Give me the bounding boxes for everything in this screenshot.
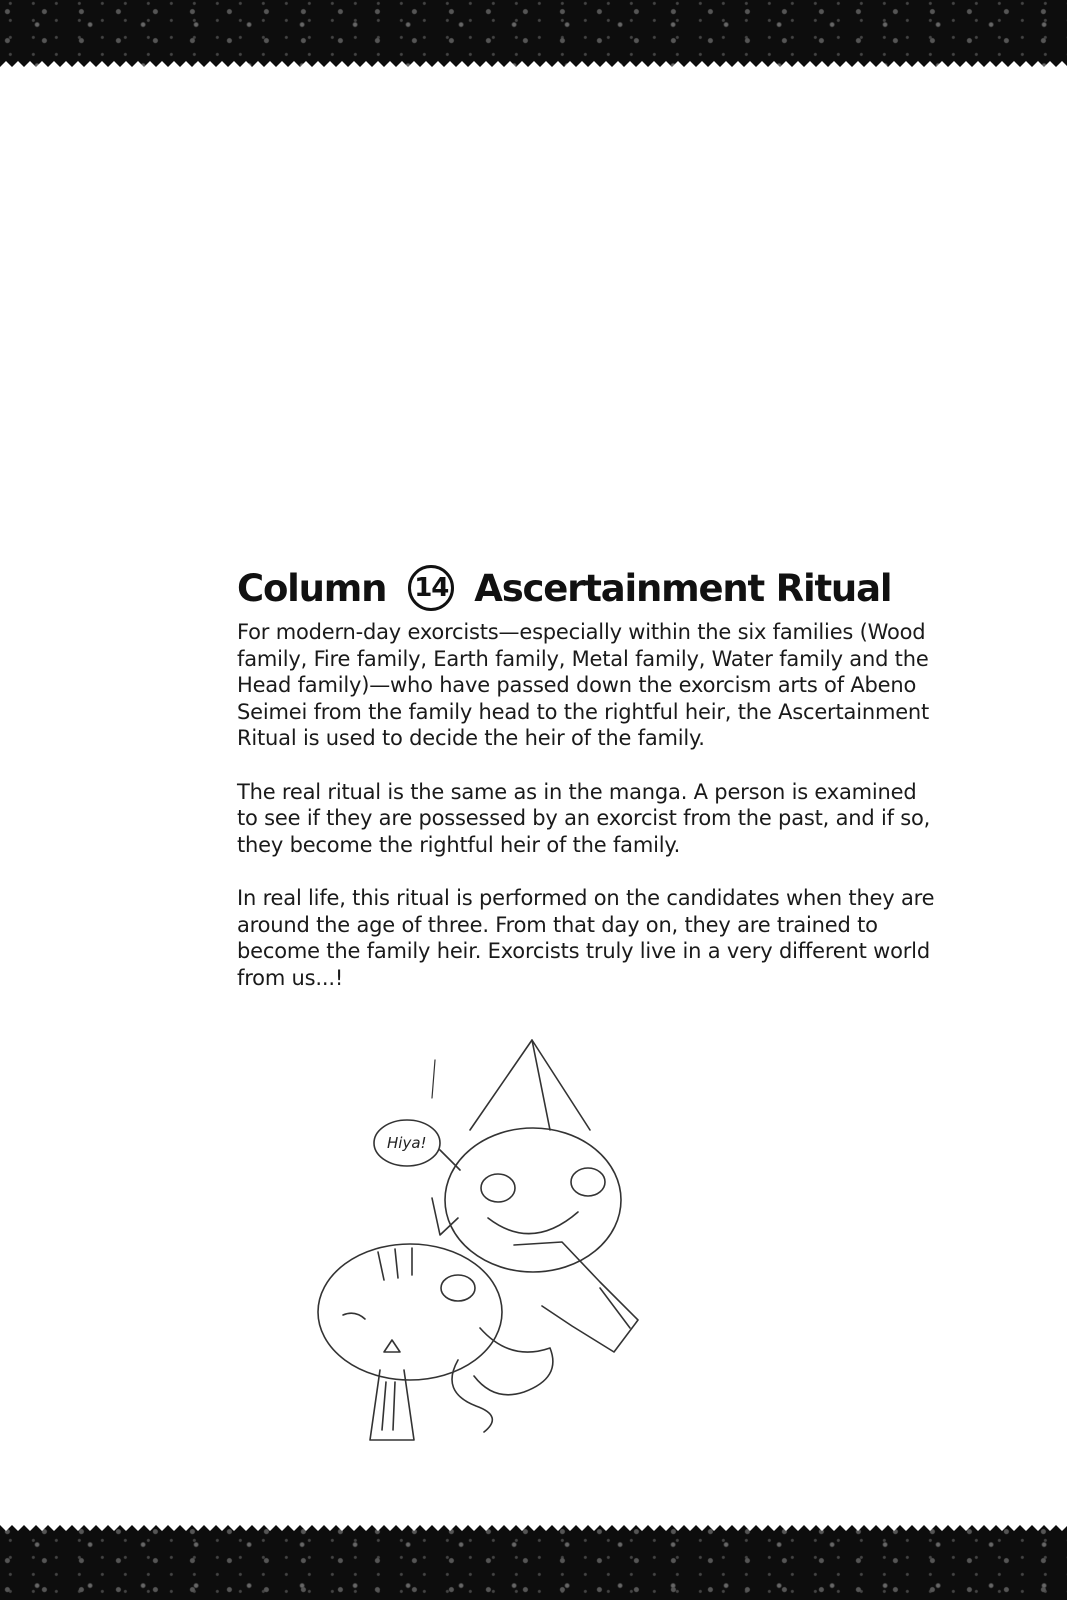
column-label: Column (237, 566, 387, 610)
bottom-border-edge (0, 1519, 1067, 1533)
column-heading: Ascertainment Ritual (474, 566, 892, 610)
column-title (237, 565, 937, 611)
cape (514, 1242, 638, 1352)
top-border-band (0, 0, 1067, 72)
column-article (237, 565, 937, 1018)
bottom-border-band (0, 1520, 1067, 1600)
paragraph-real-life: In real life, this ritual is performed on the candidates when they are around the age of three. From that day on, they are trained to become the family heir. Exorcists truly live in a very different world from us...! (237, 886, 935, 990)
paragraph-intro: For modern-day exorcists—especially within the six families (Wood family, Fire family, Earth family, Metal family, Water family and the Head family)—who have passed down the exorcism arts of Abeno Seimei from the family head to the rightful heir, the Ascertainment Ritual is used to decide the heir of the family. (237, 620, 930, 750)
back-creature-head (445, 1128, 621, 1272)
nose-triangle (384, 1340, 400, 1352)
pointy-hat (470, 1040, 590, 1130)
speech-text: Hiya! (387, 1134, 427, 1152)
sketch-illustration (300, 1020, 660, 1460)
paragraph-manga: The real ritual is the same as in the manga. A person is examined to see if they are possessed by an exorcist from the past, and if so, they become the rightful heir of the family. (237, 779, 931, 857)
front-creature-head (318, 1244, 502, 1380)
top-border-edge (0, 59, 1067, 73)
column-number-badge: 14 (408, 565, 454, 611)
